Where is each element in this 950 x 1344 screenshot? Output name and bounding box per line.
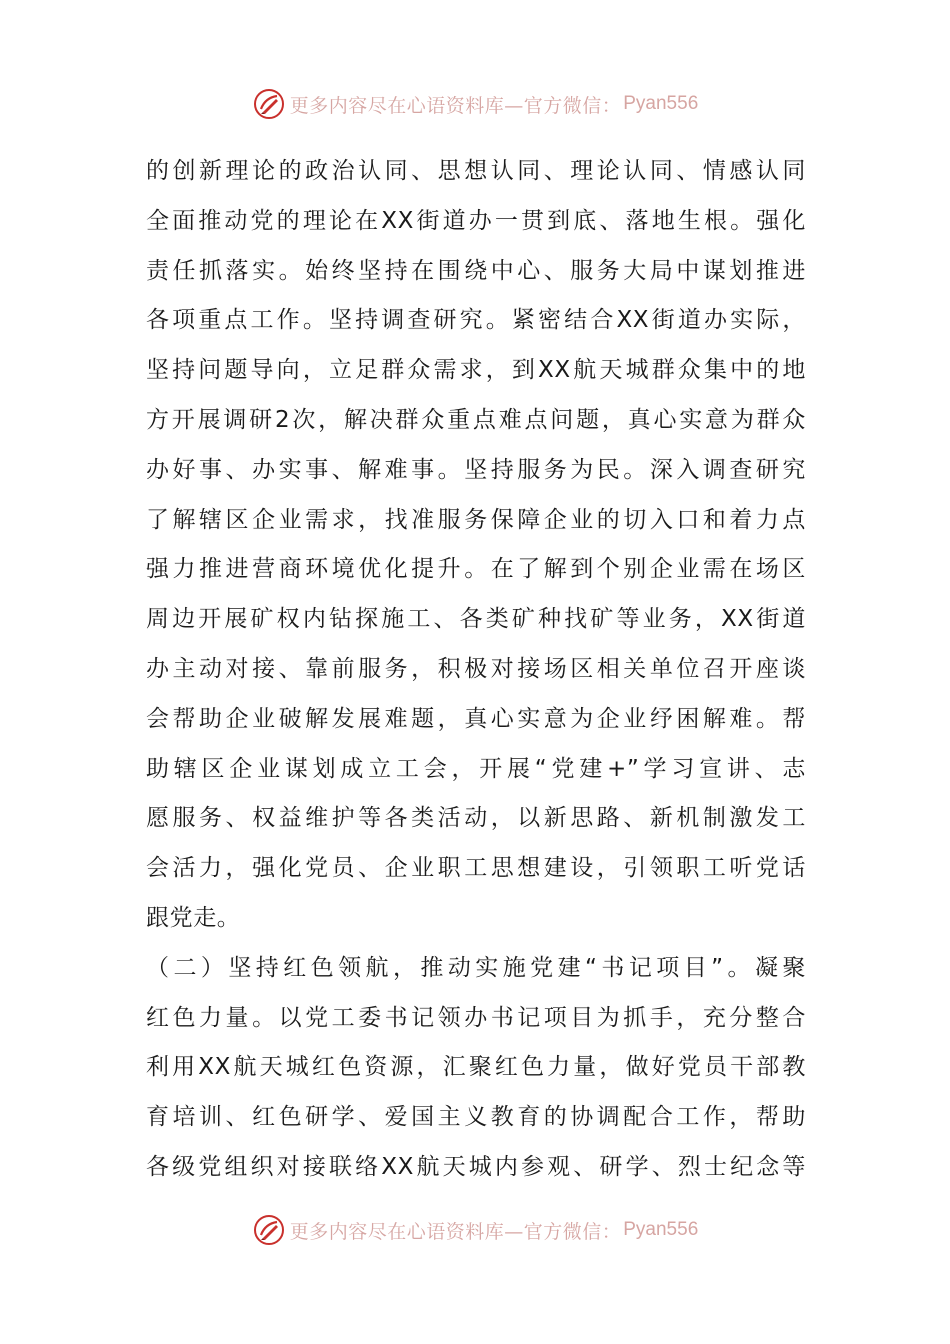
body-line: 各级党组织对接联络XX航天城内参观、研学、烈士纪念等 [146, 1153, 806, 1180]
watermark-handle: Pyan556 [623, 93, 699, 114]
document-body [146, 147, 806, 1193]
body-line: 办好事、办实事、解难事。坚持服务为民。深入调查研究 [146, 456, 806, 483]
body-line: 全面推动党的理论在XX街道办一贯到底、落地生根。强化 [146, 207, 806, 234]
body-line: 了解辖区企业需求，找准服务保障企业的切入口和着力点 [146, 506, 806, 533]
watermark-text: 更多内容尽在心语资料库—官方微信： [289, 94, 622, 117]
section-heading-line: （二）坚持红色领航，推动实施党建“书记项目”。凝聚 [146, 954, 806, 981]
body-line: 愿服务、权益维护等各类活动，以新思路、新机制激发工 [146, 805, 806, 832]
body-line: 红色力量。以党工委书记领办书记项目为抓手，充分整合 [146, 1004, 806, 1031]
watermark-handle: Pyan556 [623, 1219, 699, 1240]
watermark-text: 更多内容尽在心语资料库—官方微信： [289, 1220, 622, 1243]
body-line: 利用XX航天城红色资源，汇聚红色力量，做好党员干部教 [146, 1054, 806, 1081]
body-line: 跟党走。 [146, 904, 241, 931]
logo-pen-icon [252, 1213, 286, 1247]
body-line: 的创新理论的政治认同、思想认同、理论认同、情感认同 [146, 158, 806, 184]
body-line: 周边开展矿权内钻探施工、各类矿种找矿等业务，XX街道 [146, 606, 806, 633]
body-line: 责任抓落实。始终坚持在围绕中心、服务大局中谋划推进 [146, 257, 806, 284]
body-line: 助辖区企业谋划成立工会，开展“党建+”学习宣讲、志 [146, 755, 806, 782]
body-line: 办主动对接、靠前服务，积极对接场区相关单位召开座谈 [146, 655, 806, 682]
body-line: 强力推进营商环境优化提升。在了解到个别企业需在场区 [146, 556, 806, 583]
body-line: 会帮助企业破解发展难题，真心实意为企业纾困解难。帮 [146, 705, 806, 732]
body-line: 各项重点工作。坚持调查研究。紧密结合XX街道办实际， [146, 307, 806, 334]
footer-watermark [0, 1210, 950, 1250]
body-line: 坚持问题导向，立足群众需求，到XX航天城群众集中的地 [146, 357, 806, 384]
body-line: 育培训、红色研学、爱国主义教育的协调配合工作，帮助 [146, 1104, 806, 1131]
body-line: 会活力，强化党员、企业职工思想建设，引领职工听党话 [146, 855, 806, 882]
header-watermark [0, 84, 950, 124]
logo-pen-icon [252, 87, 286, 121]
body-line: 方开展调研2次，解决群众重点难点问题，真心实意为群众 [146, 406, 806, 433]
